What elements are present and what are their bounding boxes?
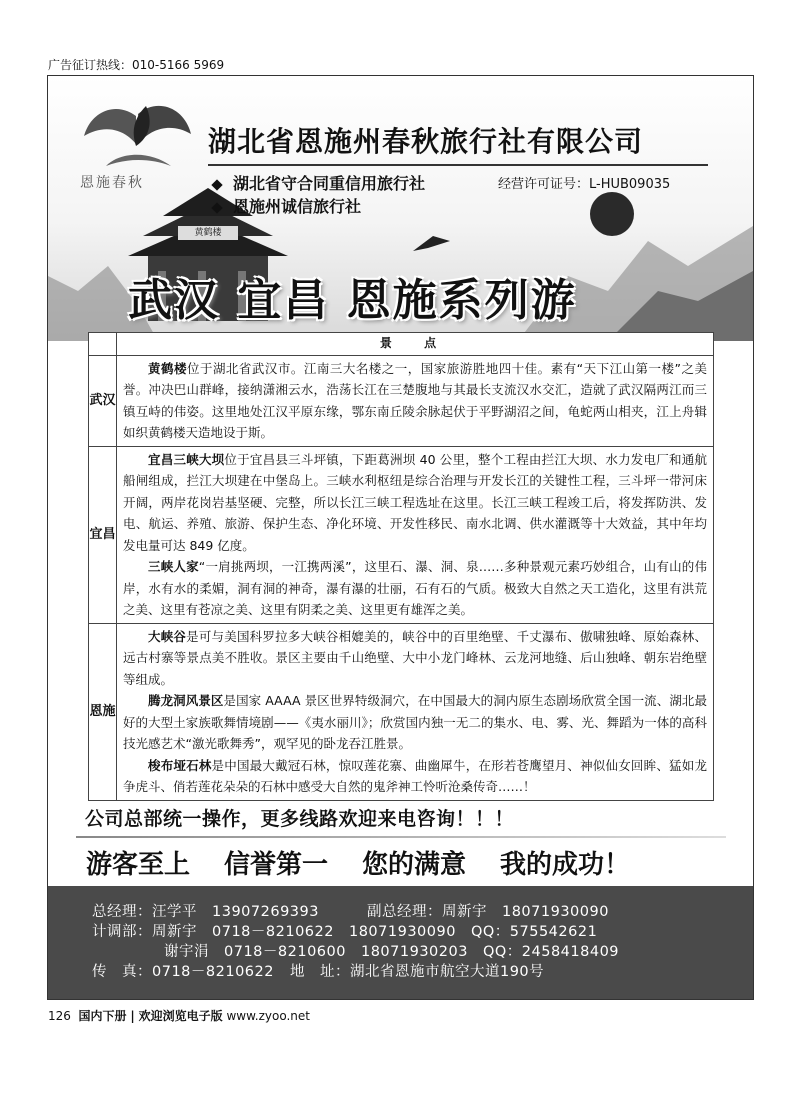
- spot-text: 位于湖北省武汉市。江南三大名楼之一，国家旅游胜地四十佳。素有“天下江山第一楼”之美誉。冲决巴山群峰，接纳潇湘云水，浩荡长江在三楚腹地与其最长支流汉水交汇，造就了武汉隔两江而三镇互峙的伟姿。这里地处江汉平原东缘，鄂东南丘陵余脉起伏于平野湖沼之间，龟蛇两山相夹，江上舟辑如织黄鹤楼天造地设于斯。: [123, 360, 707, 440]
- table-header-row: [89, 333, 714, 356]
- footer-url[interactable]: www.zyoo.net: [226, 1009, 310, 1023]
- diamond-bullet-icon: [211, 179, 222, 190]
- spot-paragraph: [123, 626, 707, 691]
- spot-text: 是中国最大戴冠石林，惊叹莲花寨、曲幽犀牛，在形若苍鹰望月、神似仙女回眸、猛如龙争虎斗、俏若莲花朵朵的石林中感受大自然的鬼斧神工怜听沧桑传奇……！: [123, 757, 707, 794]
- city-cell: 宜昌: [89, 446, 117, 623]
- table-row-yichang: [89, 446, 714, 623]
- footer-note: 欢迎浏览电子版: [138, 1009, 223, 1023]
- logo-text: 恩施春秋: [80, 175, 144, 191]
- fax: 传 真：0718－8210622: [92, 964, 274, 980]
- table-row-enshi: [89, 623, 714, 800]
- spot-paragraph: [123, 449, 707, 557]
- crane-icon: [413, 236, 450, 251]
- spot-text: 是国家 AAAA 景区世界特级洞穴，在中国最大的洞内原生态剧场欣赏全国一流、湖北最好的大型土家族歌舞情境剧——《夷水丽川》；欣赏国内独一无二的集水、电、雾、光、舞蹈为一体的高科技光感艺术“激光歌舞秀”，观罕见的卧龙吞江胜景。: [123, 693, 707, 751]
- general-manager: 总经理：汪学平 13907269393: [92, 904, 319, 920]
- contact-panel: [48, 886, 753, 1000]
- corner-cell: [89, 333, 117, 356]
- slogan-part: 信誉第一: [224, 850, 329, 880]
- credential-2: [213, 194, 361, 217]
- pavilion-plaque: 黄鹤楼: [194, 228, 222, 238]
- page-footer: [48, 1007, 310, 1024]
- company-name: 湖北省恩施州春秋旅行社有限公司: [208, 125, 644, 158]
- spot-name: 黄鹤楼: [148, 360, 187, 376]
- spot-name: 大峡谷: [148, 628, 187, 644]
- advertisement-frame: [47, 75, 754, 1000]
- spot-text: 是可与美国科罗拉多大峡谷相媲美的，峡谷中的百里绝壁、千丈瀑布、傲啸独峰、原始森林、远古村寨等景点美不胜收。景区主要由千山绝壁、大中小龙门峰林、云龙河地缝、后山独峰、朝东岩绝壁等组成。: [123, 628, 707, 687]
- ad-hotline: 广告征订热线：010-5166 5969: [48, 58, 225, 72]
- description-cell: [117, 355, 714, 446]
- description-cell: [117, 446, 714, 623]
- spot-name: 三峡人家: [148, 559, 199, 574]
- dispatch-contact-1: 计调部：周新宇 0718－8210622 18071930090 QQ：575542621: [92, 924, 598, 940]
- scenic-spots-table: [88, 332, 714, 801]
- credential-2-text: 恩施州诚信旅行社: [233, 197, 362, 216]
- slogan-part: 游客至上: [86, 850, 191, 880]
- contact-row: [164, 940, 619, 961]
- spot-paragraph: [123, 690, 707, 755]
- slogan: [86, 844, 630, 881]
- spot-paragraph: [123, 556, 707, 621]
- company-divider: [208, 164, 708, 166]
- tour-title: 武汉 宜昌 恩施系列游: [128, 275, 577, 326]
- hero-banner: [48, 76, 753, 341]
- table-header: 景 点: [117, 333, 714, 356]
- spot-name: 梭布垭石林: [148, 757, 212, 773]
- spot-paragraph: [123, 755, 707, 798]
- credential-1-text: 湖北省守合同重信用旅行社: [233, 174, 426, 193]
- spot-name: 宜昌三峡大坝: [148, 451, 225, 467]
- table-row-wuhan: [89, 355, 714, 446]
- city-cell: 恩施: [89, 623, 117, 800]
- spot-name: 腾龙洞风景区: [148, 693, 224, 708]
- page-number: 126: [48, 1009, 71, 1023]
- address: 地 址：湖北省恩施市航空大道190号: [289, 964, 545, 980]
- credential-1: [213, 171, 425, 194]
- diamond-bullet-icon: [211, 202, 222, 213]
- slogan-part: 我的成功！: [500, 850, 631, 880]
- footer-separator: |: [130, 1009, 135, 1023]
- contact-row: [92, 920, 597, 941]
- headquarters-notice: 公司总部统一操作，更多线路欢迎来电咨询！！！: [85, 808, 515, 830]
- contact-row: [92, 900, 609, 921]
- city-cell: 武汉: [89, 355, 117, 446]
- sun-icon: [590, 192, 634, 236]
- license-number: 经营许可证号：L-HUB09035: [498, 177, 671, 192]
- deputy-manager: 副总经理：周新宇 18071930090: [366, 904, 609, 920]
- contact-row: [92, 960, 544, 981]
- slogan-part: 您的满意: [362, 850, 467, 880]
- spot-paragraph: [123, 358, 707, 444]
- dispatch-contact-2: 谢宇涓 0718－8210600 18071930203 QQ：2458418409: [164, 944, 620, 960]
- description-cell: [117, 623, 714, 800]
- section-name: 国内下册: [78, 1009, 127, 1023]
- spot-text: 位于宜昌县三斗坪镇，下距葛洲坝 40 公里，整个工程由拦江大坝、水力发电厂和通航船闸组成，拦江大坝建在中堡岛上。三峡水利枢纽是综合治理与开发长江的关键性工程，三斗坪一带河床开阔，两岸花岗岩基坚硬、完整，所以长江三峡工程选址在这里。长江三峡工程竣工后，将发挥防洪、发电、航运、养殖、旅游、保护生态、净化环境、开发性移民、南水北调、供水灌溉等十大效益，其中年均发电量可达 849 亿度。: [123, 451, 707, 553]
- spot-text: “一肩挑两坝，一江携两溪”，这里石、瀑、洞、泉……多种景观元素巧妙组合，山有山的伟岸，水有水的柔媚，洞有洞的神奇，瀑有瀑的壮丽，石有石的气质。极致大自然之天工造化，这里有洪荒之美、这里有苍凉之美、这里有阴柔之美、这里更有雄浑之美。: [123, 559, 707, 617]
- notice-divider: [76, 836, 726, 838]
